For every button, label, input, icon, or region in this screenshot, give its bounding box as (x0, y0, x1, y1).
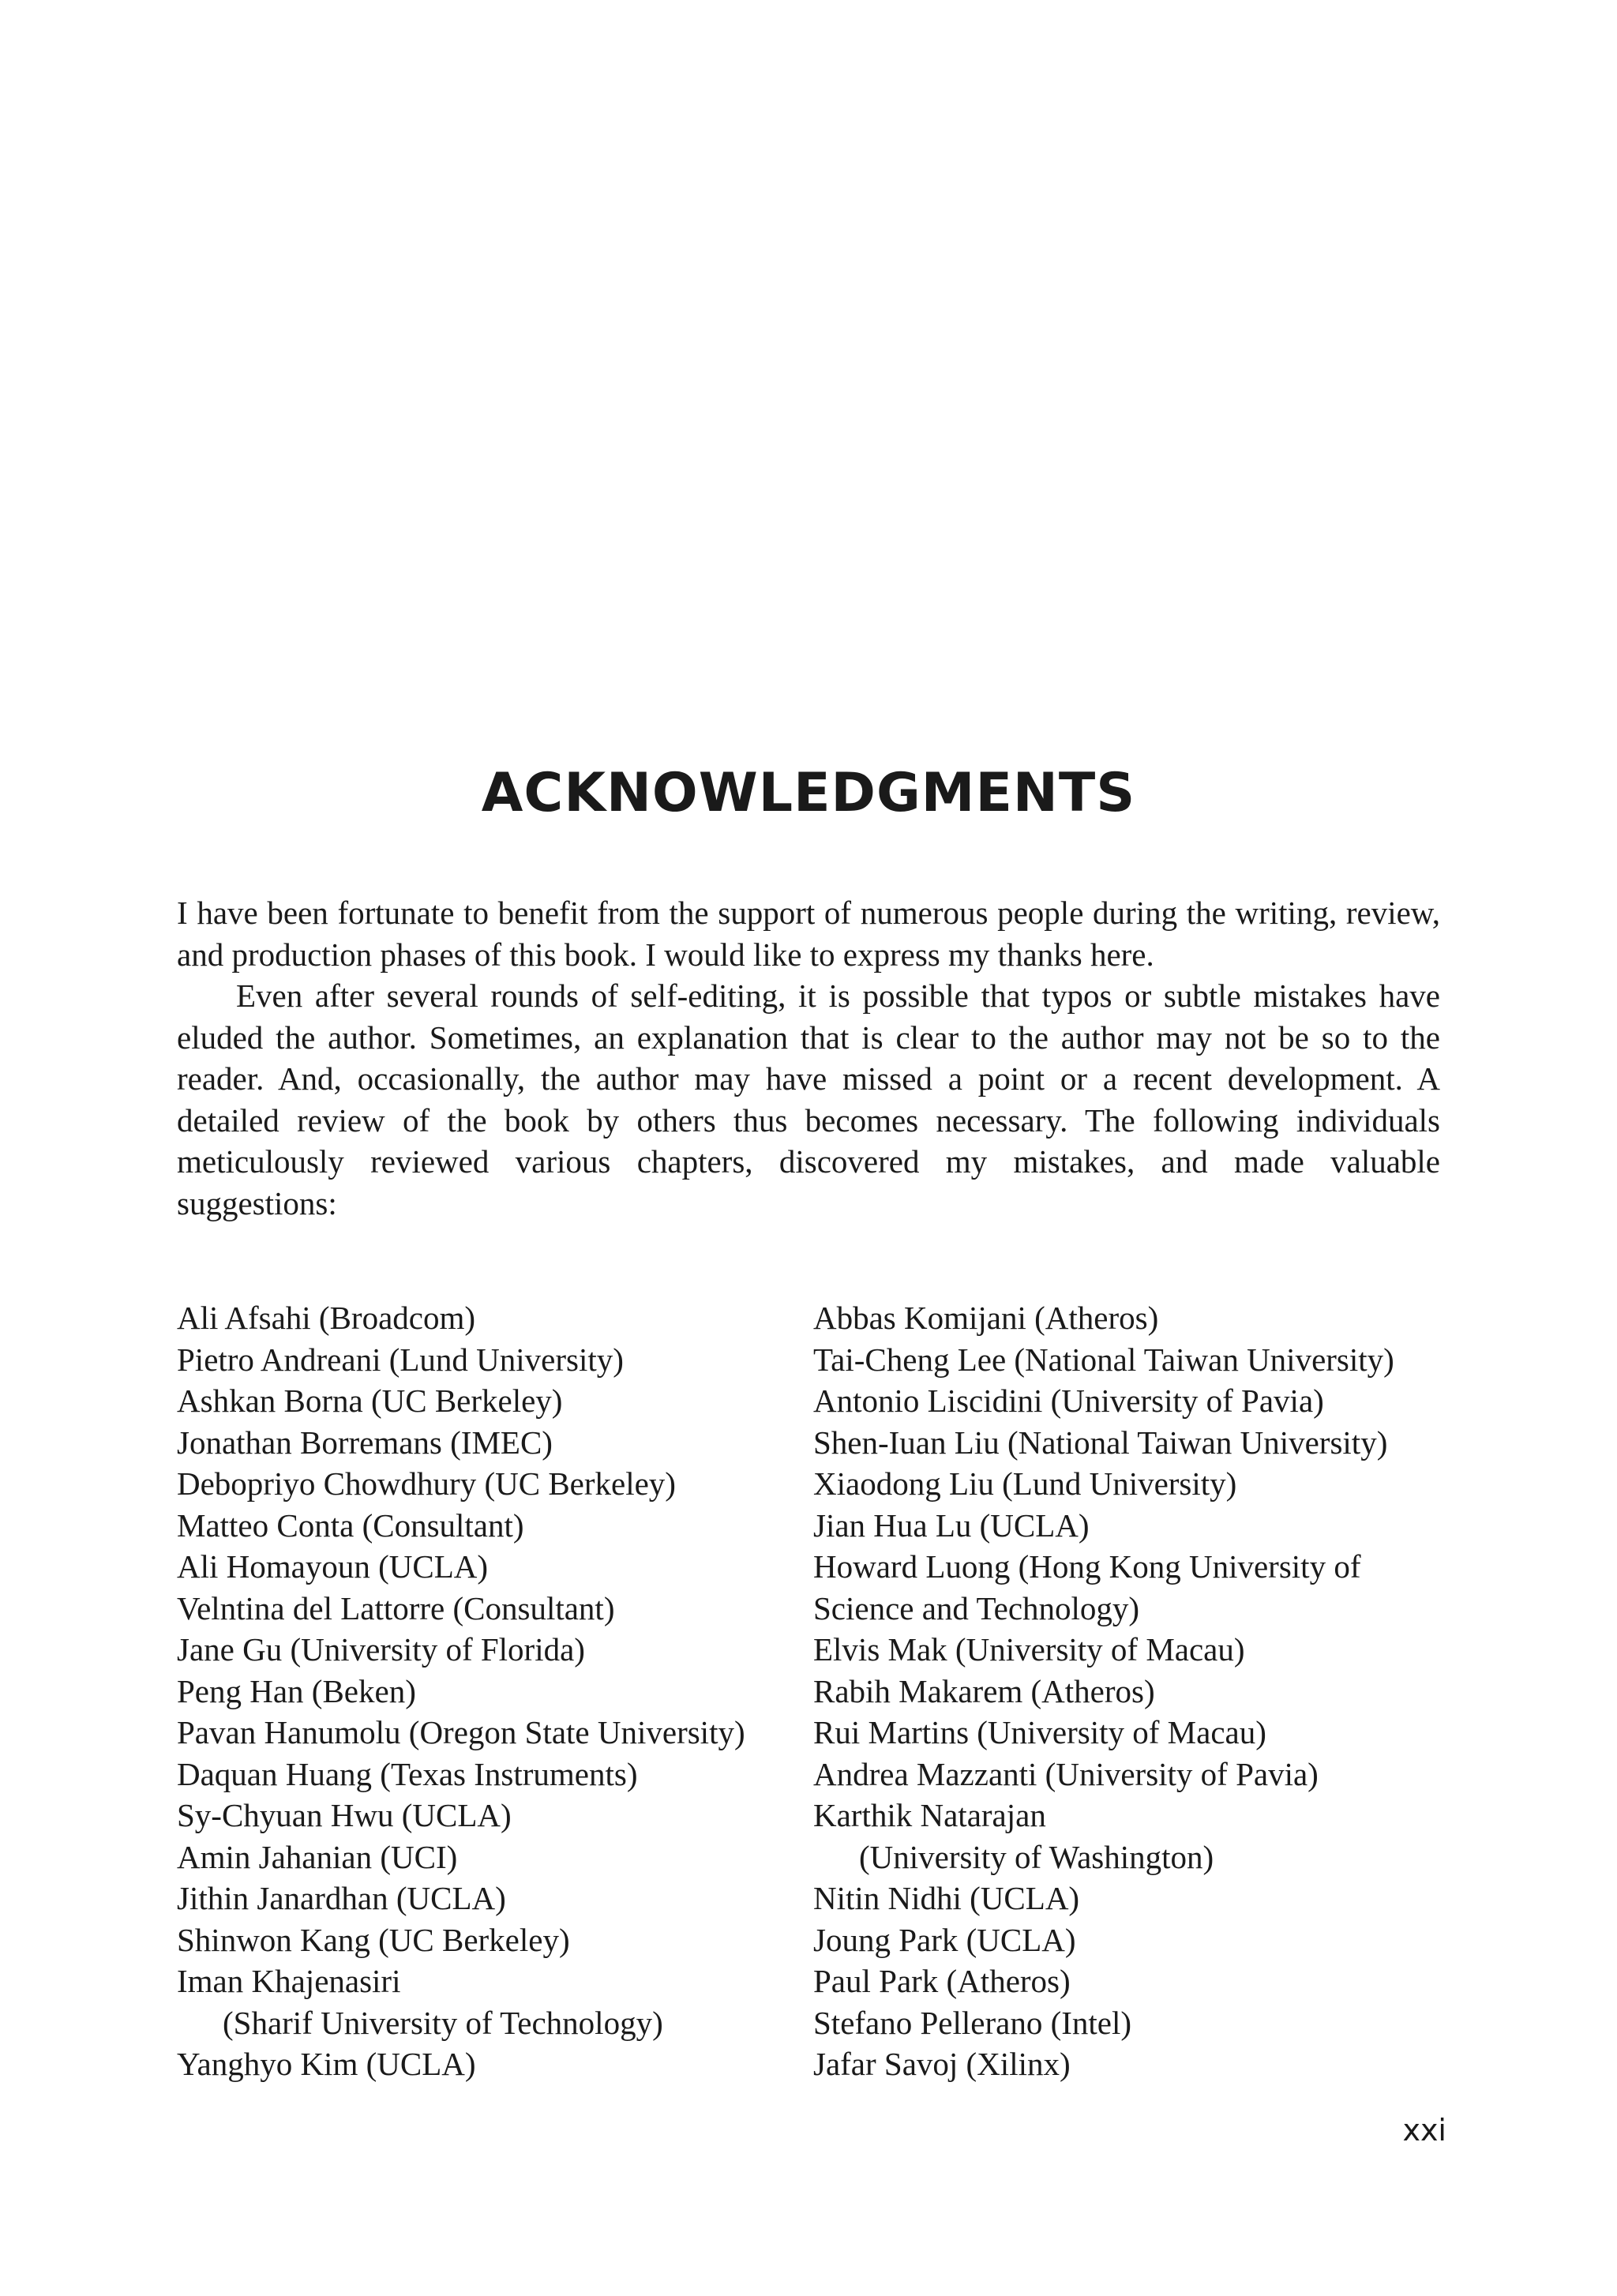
reviewer-name: Matteo Conta (Consultant) (177, 1506, 524, 1544)
reviewer-name: Howard Luong (Hong Kong University of (813, 1548, 1361, 1585)
reviewer-entry (813, 1422, 1461, 1464)
reviewer-name: Rabih Makarem (Atheros) (813, 1672, 1155, 1709)
intro-text (177, 892, 1440, 1224)
reviewer-entry (177, 1505, 801, 1547)
reviewer-name: Shinwon Kang (UC Berkeley) (177, 1921, 570, 1958)
reviewer-name: Iman Khajenasiri (177, 1963, 401, 1999)
reviewer-entry (177, 1795, 801, 1836)
reviewer-entry (813, 1380, 1461, 1422)
reviewer-entry (177, 1629, 801, 1671)
reviewer-entry (177, 1588, 801, 1630)
reviewer-name: Peng Han (Beken) (177, 1672, 416, 1709)
reviewer-name: Paul Park (Atheros) (813, 1963, 1071, 1999)
reviewer-entry (177, 1297, 801, 1339)
reviewer-name: Pietro Andreani (Lund University) (177, 1341, 624, 1378)
reviewer-entry (813, 1463, 1461, 1505)
paragraph-1: I have been fortunate to benefit from the support of numerous people during the writing, review, and production phases of this book. I would like to express my thanks here. (177, 895, 1440, 973)
reviewer-entry (813, 1878, 1461, 1919)
reviewer-entry (177, 1754, 801, 1795)
reviewer-name: Pavan Hanumolu (Oregon State University) (177, 1714, 745, 1750)
reviewer-name: Jonathan Borremans (IMEC) (177, 1424, 553, 1461)
reviewer-entry (813, 1505, 1461, 1547)
reviewer-entry (813, 2002, 1461, 2044)
reviewer-entry (813, 1546, 1461, 1629)
reviewer-entry (177, 1422, 801, 1464)
reviewer-entry (177, 1339, 801, 1381)
reviewer-entry (177, 1919, 801, 1961)
reviewer-name: Daquan Huang (Texas Instruments) (177, 1755, 638, 1792)
reviewer-entry (177, 1463, 801, 1505)
reviewer-entry (813, 1297, 1461, 1339)
reviewer-name: Xiaodong Liu (Lund University) (813, 1465, 1237, 1502)
reviewer-name: Antonio Liscidini (University of Pavia) (813, 1382, 1324, 1419)
reviewer-name: Sy-Chyuan Hwu (UCLA) (177, 1797, 512, 1833)
reviewer-affiliation-continued: Science and Technology) (813, 1589, 1140, 1626)
reviewer-entry (177, 1878, 801, 1919)
reviewer-name: Jane Gu (University of Florida) (177, 1631, 585, 1668)
reviewer-entry (813, 1671, 1461, 1713)
reviewer-affiliation-continued: (University of Washington) (859, 1838, 1214, 1875)
reviewer-entry (177, 1836, 801, 1878)
page-title: ACKNOWLEDGMENTS (481, 762, 1136, 824)
reviewer-name: Joung Park (UCLA) (813, 1921, 1076, 1958)
reviewer-entry (813, 1754, 1461, 1795)
reviewer-entry (813, 1795, 1461, 1878)
reviewer-entry (177, 1671, 801, 1713)
reviewer-list-right (813, 1297, 1461, 2085)
reviewer-name: Jian Hua Lu (UCLA) (813, 1506, 1090, 1544)
reviewer-entry (177, 2043, 801, 2085)
reviewer-name: Ashkan Borna (UC Berkeley) (177, 1382, 563, 1419)
reviewer-name: Amin Jahanian (UCI) (177, 1838, 458, 1875)
reviewer-entry (177, 1546, 801, 1588)
reviewer-entry (813, 1339, 1461, 1381)
paragraph-2: Even after several rounds of self-editing, it is possible that typos or subtle mistakes have eluded the author. Sometimes, an explanation that is clear to the author may not be so to the reader. And, occasionally, the author may have missed a point or a recent development. A detailed review of the book by others thus becomes necessary. The following individuals meticulously reviewed various chapters, discovered my mistakes, and made valuable suggestions: (177, 977, 1440, 1221)
reviewer-list-left (177, 1297, 801, 2085)
reviewer-entry (813, 1960, 1461, 2002)
reviewer-name: Debopriyo Chowdhury (UC Berkeley) (177, 1465, 676, 1502)
reviewer-name: Velntina del Lattorre (Consultant) (177, 1589, 615, 1626)
reviewer-name: Stefano Pellerano (Intel) (813, 2004, 1132, 2041)
reviewer-name: Abbas Komijani (Atheros) (813, 1300, 1159, 1336)
reviewer-entry (177, 1960, 801, 2043)
reviewer-entry (813, 1712, 1461, 1754)
reviewer-name: Ali Afsahi (Broadcom) (177, 1300, 476, 1336)
reviewer-name: Tai-Cheng Lee (National Taiwan University) (813, 1341, 1394, 1378)
page-number: xxi (1402, 2113, 1446, 2148)
reviewer-name: Yanghyo Kim (UCLA) (177, 2046, 476, 2082)
reviewer-entry (813, 1629, 1461, 1671)
reviewer-name: Nitin Nidhi (UCLA) (813, 1880, 1080, 1916)
reviewer-entry (813, 2043, 1461, 2085)
reviewer-name: Jithin Janardhan (UCLA) (177, 1880, 506, 1916)
reviewer-name: Rui Martins (University of Macau) (813, 1714, 1266, 1750)
reviewer-entry (177, 1380, 801, 1422)
reviewer-name: Ali Homayoun (UCLA) (177, 1548, 489, 1585)
reviewer-affiliation-continued: (Sharif University of Technology) (223, 2004, 663, 2041)
reviewer-name: Elvis Mak (University of Macau) (813, 1631, 1245, 1668)
reviewer-entry (813, 1919, 1461, 1961)
reviewer-name: Jafar Savoj (Xilinx) (813, 2046, 1071, 2082)
reviewer-name: Karthik Natarajan (813, 1797, 1046, 1833)
reviewer-name: Andrea Mazzanti (University of Pavia) (813, 1755, 1319, 1792)
reviewer-entry (177, 1712, 801, 1754)
reviewer-name: Shen-Iuan Liu (National Taiwan University) (813, 1424, 1388, 1461)
